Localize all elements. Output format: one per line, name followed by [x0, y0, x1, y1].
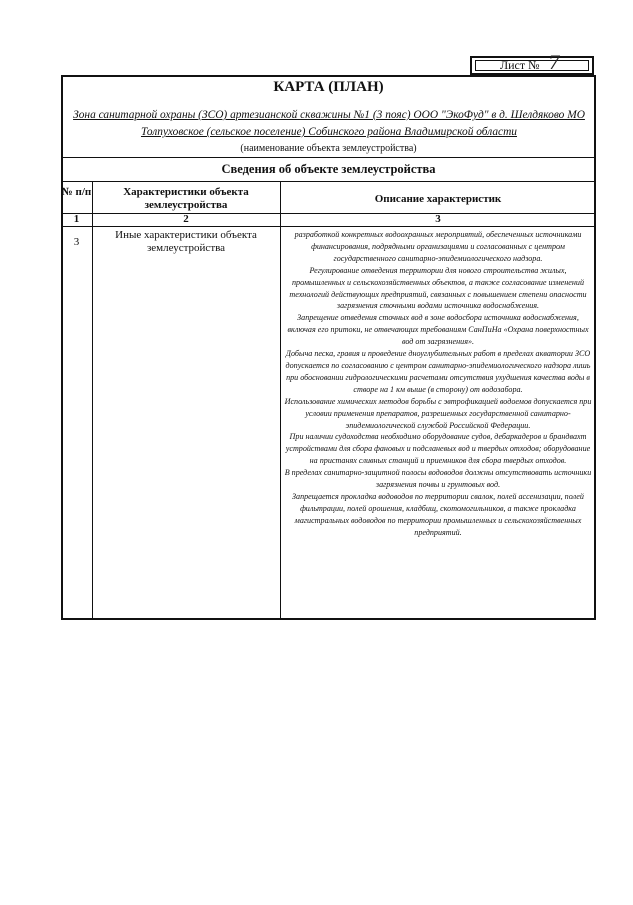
header-number: № п/п: [61, 186, 92, 198]
column-number-1: 1: [73, 213, 80, 225]
object-name-line-2: Толпуховское (сельское поселение) Собинского района Владимирской области: [140, 126, 518, 138]
description-paragraph: Регулирование отведения территории для нового строительства жилых, промышленных и сельскохозяйственных объектов, а также согласование изменений технологий действующих предприятий, связанных с повышением степени опасности загрязнения сточными водами источника водоснабжения.: [289, 265, 587, 311]
header-characteristic: Характеристики объекта землеустройства: [123, 186, 249, 211]
section-title: Сведения об объекте землеустройства: [221, 162, 436, 176]
document-title: КАРТА (ПЛАН): [273, 79, 384, 95]
description-paragraph: разработкой конкретных водоохранных мероприятий, обеспеченных источниками финансирования, подрядными организациями и согласованных с центром государственного санитарно-эпидемиологического надзора.: [294, 230, 582, 263]
description-paragraph: Запрещается прокладка водоводов по территории свалок, полей ассенизации, полей фильтрации, полей орошения, кладбищ, скотомогильников, а также прокладка магистральных водоводов по территории промышленных и сельскохозяйственных предприятий.: [292, 491, 584, 537]
divider-column-numbers: [61, 226, 596, 227]
row-characteristic: Иные характеристики объекта землеустройства: [115, 229, 257, 254]
sheet-label: Лист №: [500, 58, 540, 72]
object-name-caption: (наименование объекта землеустройства): [240, 143, 417, 154]
divider-section: [61, 181, 596, 182]
column-number-2: 2: [183, 213, 189, 225]
description-paragraph: Добыча песка, гравия и проведение дноуглубительных работ в пределах акватории ЗСО допускается по согласованию с центром санитарно-эпидемиологического надзора лишь при обосновании гидрологическими расчетами отсутствия ухудшения качества воды в створе на 1 км выше (в сторону) от водозабора.: [285, 349, 591, 394]
divider-header: [61, 157, 596, 158]
column-divider-1: [92, 181, 93, 620]
header-description: Описание характеристик: [374, 193, 502, 205]
row-description: [283, 229, 593, 539]
sheet-number-box: [470, 52, 594, 75]
object-name: [64, 107, 594, 141]
sheet-number-handwritten: 7: [548, 52, 561, 74]
description-paragraph: В пределах санитарно-защитной полосы водоводов должны отсутствовать источники загрязнения почвы и грунтовых вод.: [284, 468, 592, 490]
row-number: 3: [73, 236, 80, 248]
column-divider-2: [280, 181, 281, 620]
object-name-line-1: Зона санитарной охраны (ЗСО) артезианской скважины №1 (3 пояс) ООО "ЭкоФуд" в д. Шелдяково МО: [73, 109, 585, 121]
description-paragraph: При наличии судоходства необходимо оборудование судов, дебаркадеров и брандвахт устройствами для сбора фановых и подсланевых вод и твердых отходов; оборудование на пристанях сливных станций и приемников для сбора твердых отходов.: [285, 432, 591, 466]
description-paragraph: Использование химических методов борьбы с эвтрофикацией водоемов допускается при условии применения препаратов, разрешенных государственной санитарно-эпидемиологической службой Российской Федерации.: [284, 396, 592, 430]
description-paragraph: Запрещение отведения сточных вод в зоне водосбора источника водоснабжения, включая его притоки, не отвечающих требованиям СанПиНа «Охрана поверхностных вод от загрязнения».: [287, 313, 589, 347]
column-number-3: 3: [435, 213, 441, 225]
